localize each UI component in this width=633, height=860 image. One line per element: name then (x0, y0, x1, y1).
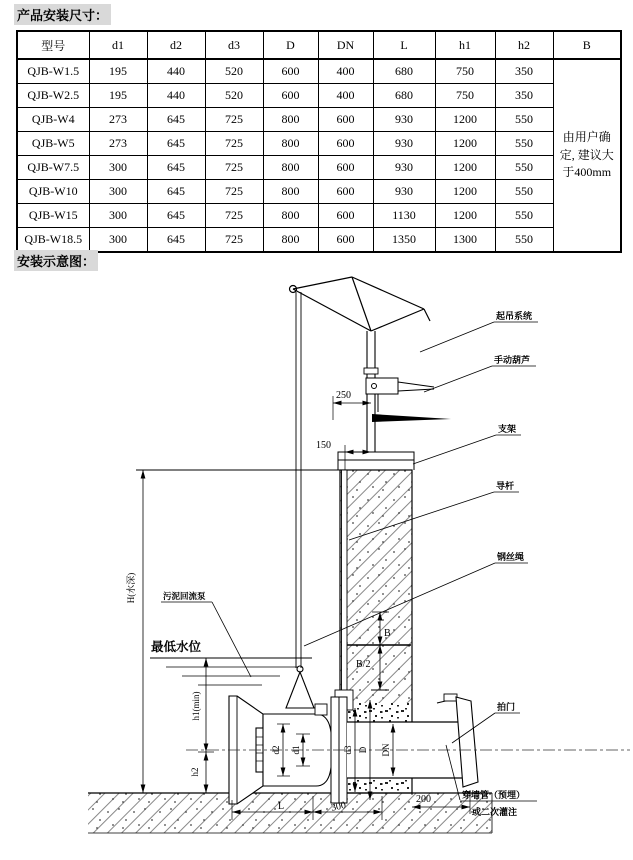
label-wall-pipe-1: 穿墙管（预埋） (462, 790, 526, 800)
column-header: d3 (205, 31, 263, 59)
table-cell: 273 (89, 132, 147, 156)
dim-d3: d3 (343, 745, 353, 755)
table-cell: 350 (495, 59, 553, 84)
diagram-heading: 安装示意图： (14, 250, 98, 271)
page-title: 产品安装尺寸： (14, 4, 111, 25)
model-cell: QJB-W4 (17, 108, 89, 132)
column-header: d1 (89, 31, 147, 59)
label-pump: 污泥回流泵 (163, 591, 206, 601)
table-cell: 550 (495, 108, 553, 132)
label-lifting-system: 起吊系统 (496, 311, 533, 321)
table-cell: 1200 (435, 132, 495, 156)
dim-DN: DN (381, 743, 391, 757)
table-cell: 520 (205, 59, 263, 84)
table-cell: 645 (147, 132, 205, 156)
table-cell: 350 (495, 84, 553, 108)
table-cell: 800 (263, 156, 318, 180)
table-cell: 600 (318, 108, 373, 132)
table-cell: 300 (89, 156, 147, 180)
table-cell: 680 (373, 59, 435, 84)
table-cell: 520 (205, 84, 263, 108)
table-cell: 273 (89, 108, 147, 132)
dim-250: 250 (336, 390, 351, 401)
table-cell: 800 (263, 204, 318, 228)
water-level (150, 658, 312, 685)
cable-bracket (315, 704, 327, 715)
table-cell: 600 (318, 204, 373, 228)
table-cell: 750 (435, 84, 495, 108)
table-cell: 600 (318, 132, 373, 156)
column-header: h1 (435, 31, 495, 59)
column-header: L (373, 31, 435, 59)
dim-h2: h2 (190, 767, 200, 777)
dim-B2: B/2 (356, 659, 371, 670)
dim-d2: d2 (271, 745, 281, 755)
table-cell: 300 (89, 180, 147, 204)
lifting-bracket (286, 672, 314, 708)
table-cell: 725 (205, 180, 263, 204)
table-cell: 600 (263, 84, 318, 108)
model-cell: QJB-W5 (17, 132, 89, 156)
table-cell: 400 (318, 84, 373, 108)
label-lowest-water-level: 最低水位 (151, 640, 202, 654)
table-cell: 725 (205, 132, 263, 156)
table-cell: 645 (147, 228, 205, 253)
dim-D: D (358, 746, 368, 754)
dim-L: L (278, 801, 285, 812)
table-cell: 800 (263, 180, 318, 204)
model-cell: QJB-W7.5 (17, 156, 89, 180)
label-wire-rope: 钢丝绳 (497, 552, 525, 562)
table-cell: 600 (318, 228, 373, 253)
crank-handle (372, 414, 451, 422)
table-cell: 600 (263, 59, 318, 84)
floor-slab (88, 793, 492, 833)
column-header: D (263, 31, 318, 59)
column-header: d2 (147, 31, 205, 59)
label-flap-gate: 拍门 (497, 702, 516, 712)
table-cell: 600 (318, 156, 373, 180)
table-cell: 930 (373, 132, 435, 156)
dim-h1: h1(min) (191, 691, 201, 721)
table-cell: 930 (373, 180, 435, 204)
table-cell: 1130 (373, 204, 435, 228)
table-cell: 550 (495, 228, 553, 253)
dim-B: B (384, 628, 391, 639)
model-cell: QJB-W2.5 (17, 84, 89, 108)
table-cell: 300 (89, 228, 147, 253)
b-note-cell: 由用户确定, 建议大于400mm (553, 59, 621, 252)
table-cell: 440 (147, 59, 205, 84)
table-cell: 800 (263, 108, 318, 132)
table-cell: 1350 (373, 228, 435, 253)
table-cell: 550 (495, 180, 553, 204)
column-header: B (553, 31, 621, 59)
table-cell: 725 (205, 228, 263, 253)
table-cell: 800 (263, 132, 318, 156)
h-dimension-chain (198, 658, 214, 793)
model-cell: QJB-W10 (17, 180, 89, 204)
table-cell: 645 (147, 108, 205, 132)
table-cell: 1200 (435, 108, 495, 132)
hand-hoist (366, 378, 451, 422)
table-cell: 1200 (435, 180, 495, 204)
table-cell: 725 (205, 204, 263, 228)
table-cell: 645 (147, 156, 205, 180)
table-cell: 550 (495, 204, 553, 228)
table-cell: 1300 (435, 228, 495, 253)
model-cell: QJB-W1.5 (17, 59, 89, 84)
table-cell: 725 (205, 108, 263, 132)
label-manual-hoist: 手动葫芦 (494, 355, 531, 365)
label-bracket: 支架 (498, 424, 517, 434)
label-wall-pipe-2: 或二次灌注 (472, 807, 518, 817)
model-cell: QJB-W15 (17, 204, 89, 228)
table-cell: 300 (89, 204, 147, 228)
table-cell: 680 (373, 84, 435, 108)
dim-300: 300 (330, 799, 348, 814)
dim-200: 200 (416, 794, 431, 805)
column-header: DN (318, 31, 373, 59)
table-cell: 440 (147, 84, 205, 108)
dim-150: 150 (316, 440, 331, 451)
table-cell: 1200 (435, 204, 495, 228)
label-guide-bar: 导杆 (496, 481, 515, 491)
table-cell: 550 (495, 132, 553, 156)
support-bracket (338, 452, 414, 470)
table-cell: 725 (205, 156, 263, 180)
table-cell: 750 (435, 59, 495, 84)
wire-rope-lines (296, 292, 301, 668)
table-cell: 930 (373, 108, 435, 132)
table-cell: 400 (318, 59, 373, 84)
dim-d1: d1 (291, 745, 301, 755)
table-cell: 645 (147, 204, 205, 228)
table-cell: 645 (147, 180, 205, 204)
table-cell: 195 (89, 84, 147, 108)
column-header: h2 (495, 31, 553, 59)
dim-H: H(水深) (126, 572, 136, 604)
table-cell: 930 (373, 156, 435, 180)
table-cell: 550 (495, 156, 553, 180)
table-cell: 195 (89, 59, 147, 84)
table-cell: 600 (318, 180, 373, 204)
column-header: 型号 (17, 31, 89, 59)
pump-assembly (229, 666, 347, 804)
crane (290, 277, 431, 331)
table-cell: 800 (263, 228, 318, 253)
table-cell: 1200 (435, 156, 495, 180)
grout-strip-bottom (341, 779, 411, 792)
model-cell: QJB-W18.5 (17, 228, 89, 253)
